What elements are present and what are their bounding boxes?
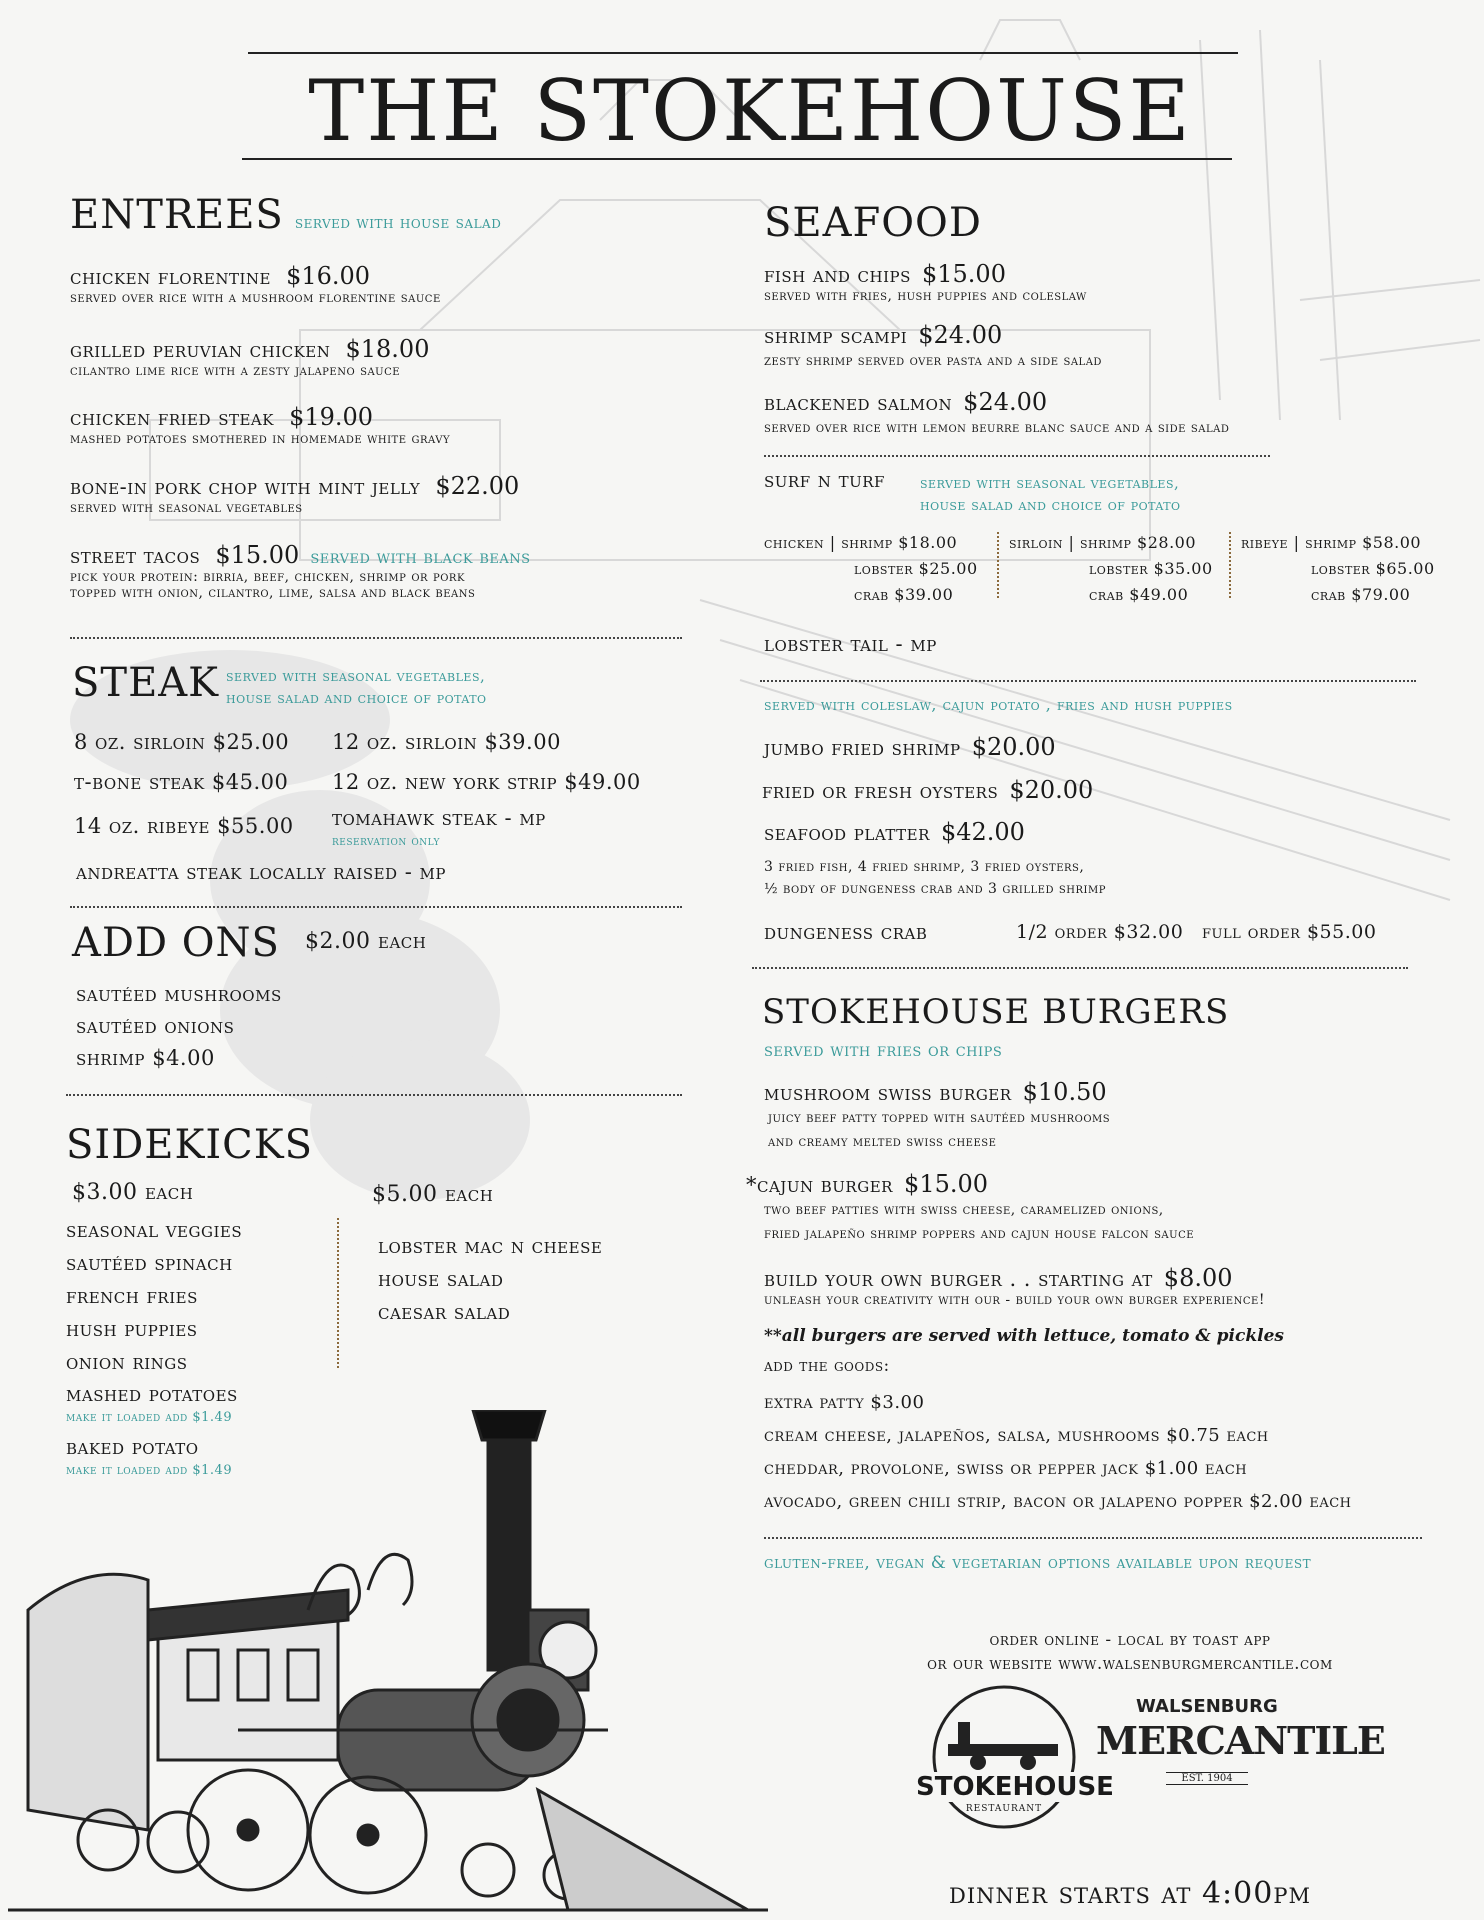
crab-full: full order $55.00 [1202, 921, 1377, 943]
divider [752, 967, 1408, 969]
item-name: chicken florentine [70, 265, 271, 289]
stokehouse-logo-text: STOKEHOUSE [916, 1772, 1114, 1802]
steak-item: 14 oz. ribeye $55.00 [74, 814, 294, 838]
item-price: $20.00 [1009, 776, 1094, 804]
menu-item [764, 818, 1025, 846]
item-price: $24.00 [918, 321, 1003, 349]
gluten-note: gluten-free, vegan & vegetarian options available upon request [764, 1553, 1312, 1573]
dinner-time: dinner starts at 4:00pm [949, 1876, 1311, 1911]
surf-divider [1229, 532, 1231, 598]
item-name: street tacos [70, 544, 201, 568]
surf-n-turf-name: surf n turf [764, 468, 885, 492]
item-desc: juicy beef patty topped with sautéed mushrooms [768, 1110, 1111, 1126]
menu-item [70, 262, 441, 306]
mercantile-logo [1096, 1696, 1385, 1806]
surf-option: chicken | shrimp $18.00 [764, 533, 958, 552]
burgers-heading: STOKEHOUSE BURGERS [762, 992, 1230, 1032]
order-line: order online - local by toast app [989, 1630, 1271, 1650]
platter-desc [764, 856, 1106, 900]
item-price: $15.00 [921, 260, 1006, 288]
surf-option: crab $39.00 [854, 585, 954, 604]
item-price: $22.00 [435, 472, 520, 500]
list-item: avocado, green chili strip, bacon or jalapeno popper $2.00 each [764, 1491, 1352, 1512]
divider [760, 680, 1416, 682]
sidekicks-divider [337, 1218, 339, 1368]
list-item: house salad [378, 1267, 504, 1291]
item-name: mushroom swiss burger [764, 1081, 1012, 1105]
list-item: onion rings [66, 1350, 188, 1374]
item-desc: cilantro lime rice with a zesty jalapeno sauce [70, 363, 401, 379]
burgers-note: served with fries or chips [764, 1040, 1003, 1061]
sidekicks-col1-header: $3.00 each [72, 1180, 194, 1205]
steak-item: 12 oz. new york strip $49.00 [332, 770, 641, 794]
entrees-section [70, 192, 501, 238]
menu-item [764, 321, 1102, 369]
menu-item [762, 776, 1093, 804]
page-title: THE STOKEHOUSE [308, 62, 1192, 160]
addons-section [72, 920, 426, 966]
addons-list [76, 978, 282, 1074]
mercantile-logo-est: EST. 1904 [1166, 1772, 1248, 1785]
item-name: seafood platter [764, 821, 930, 845]
surf-col-sirloin [1009, 530, 1213, 608]
surf-note-line2: house salad and choice of potato [920, 496, 1181, 514]
item-price: $15.00 [904, 1170, 989, 1198]
item-desc: topped with onion, cilantro, lime, salsa and black beans [70, 585, 476, 601]
item-name: *cajun burger [746, 1173, 893, 1197]
steak-item: andreatta steak locally raised - mp [76, 860, 446, 884]
item-name: build your own burger . . starting at [764, 1267, 1153, 1291]
list-item: seasonal veggies [66, 1218, 243, 1242]
item-desc: zesty shrimp served over pasta and a side salad [764, 353, 1102, 369]
sidekicks-heading: SIDEKICKS [66, 1122, 314, 1168]
list-item: extra patty $3.00 [764, 1392, 925, 1413]
lobster-tail: lobster tail - mp [764, 632, 937, 656]
steak-note [226, 665, 487, 709]
steak-item-note: reservation only [332, 834, 440, 849]
goods-list [764, 1386, 1352, 1518]
surf-col-ribeye [1241, 530, 1435, 608]
item-name: blackened salmon [764, 391, 953, 415]
item-desc: and creamy melted swiss cheese [768, 1134, 997, 1150]
list-item: sautéed spinach [66, 1251, 233, 1275]
menu-item [764, 733, 1056, 761]
surf-option: crab $49.00 [1089, 585, 1189, 604]
list-item: sautéed mushrooms [76, 982, 282, 1006]
item-name: jumbo fried shrimp [764, 736, 961, 760]
stokehouse-logo-sub: RESTAURANT [965, 1804, 1043, 1814]
list-item: shrimp $4.00 [76, 1046, 215, 1070]
item-name: bone-in pork chop with mint jelly [70, 475, 421, 499]
seafood-heading: SEAFOOD [764, 200, 982, 246]
item-desc: served with seasonal vegetables [70, 500, 303, 516]
item-desc: served with fries, hush puppies and coleslaw [764, 288, 1087, 304]
item-note: served with black beans [310, 547, 531, 568]
list-item: hush puppies [66, 1317, 198, 1341]
goods-label: add the goods: [764, 1356, 890, 1376]
menu-item [70, 335, 429, 379]
list-item: cream cheese, jalapeños, salsa, mushrooms $0.75 each [764, 1425, 1269, 1446]
item-name: fried or fresh oysters [762, 779, 999, 803]
order-line: or our website www.walsenburgmercantile.com [927, 1654, 1333, 1674]
list-item: caesar salad [378, 1300, 511, 1324]
sidekicks-col2 [378, 1230, 602, 1329]
item-price: $8.00 [1163, 1264, 1233, 1292]
menu-item [70, 541, 531, 601]
surf-option: lobster $65.00 [1311, 559, 1435, 578]
fried-note: served with coleslaw, cajun potato , fries and hush puppies [764, 695, 1233, 714]
side-baked-note: make it loaded add $1.49 [66, 1463, 233, 1478]
item-price: $24.00 [963, 388, 1048, 416]
side-mashed: mashed potatoes [66, 1382, 238, 1406]
surf-note-line1: served with seasonal vegetables, [920, 474, 1180, 492]
menu-item [764, 1264, 1265, 1308]
item-price: $19.00 [289, 403, 374, 431]
steak-item: t-bone steak $45.00 [74, 770, 289, 794]
sidekicks-col2-header: $5.00 each [372, 1182, 494, 1207]
desc-line: 3 fried fish, 4 fried shrimp, 3 fried oysters, [764, 859, 1085, 875]
addons-price: $2.00 each [305, 929, 427, 954]
item-desc: fried jalapeño shrimp poppers and cajun house falcon sauce [764, 1226, 1195, 1242]
order-online [760, 1628, 1484, 1676]
surf-option: ribeye | shrimp $58.00 [1241, 533, 1422, 552]
desc-line: ½ body of dungeness crab and 3 grilled shrimp [764, 881, 1106, 897]
crab-half: 1/2 order $32.00 [1016, 921, 1184, 943]
item-name: fish and chips [764, 263, 911, 287]
menu-item [764, 1078, 1110, 1154]
item-price: $20.00 [971, 733, 1056, 761]
item-desc: pick your protein: birria, beef, chicken, shrimp or pork [70, 569, 465, 585]
entrees-note: served with house salad [294, 213, 502, 233]
entrees-heading: ENTREES [70, 192, 284, 238]
menu-item [746, 1170, 1194, 1246]
surf-col-chicken [764, 530, 978, 608]
title-bottom-rule [242, 158, 1232, 160]
item-desc: two beef patties with swiss cheese, caramelized onions, [764, 1202, 1164, 1218]
item-price: $10.50 [1022, 1078, 1107, 1106]
sidekicks-col1 [66, 1214, 242, 1379]
side-mashed-note: make it loaded add $1.49 [66, 1410, 233, 1425]
divider [70, 637, 682, 639]
stokehouse-logo [916, 1684, 1114, 1830]
surf-option: lobster $35.00 [1089, 559, 1213, 578]
item-name: chicken fried steak [70, 406, 274, 430]
burgers-served-note: **all burgers are served with lettuce, tomato & pickles [764, 1326, 1284, 1346]
list-item: french fries [66, 1284, 198, 1308]
list-item: sautéed onions [76, 1014, 235, 1038]
item-desc: served over rice with a mushroom florentine sauce [70, 290, 441, 306]
item-desc: mashed potatoes smothered in homemade white gravy [70, 431, 451, 447]
side-baked: baked potato [66, 1435, 199, 1459]
item-price: $18.00 [345, 335, 430, 363]
divider [764, 1537, 1422, 1539]
item-desc: served over rice with lemon beurre blanc sauce and a side salad [764, 420, 1230, 436]
locomotive-illustration [8, 1410, 768, 1920]
menu-item [764, 388, 1229, 436]
steak-heading: STEAK [72, 660, 220, 706]
menu-item [70, 472, 519, 516]
surf-n-turf-note [920, 472, 1181, 516]
list-item: lobster mac n cheese [378, 1234, 603, 1258]
surf-divider [997, 532, 999, 598]
title-top-rule [248, 52, 1238, 54]
steak-item: tomahawk steak - mp [332, 806, 546, 830]
mercantile-logo-top: WALSENBURG [1136, 1696, 1278, 1717]
item-name: shrimp scampi [764, 324, 908, 348]
steak-item: 12 oz. sirloin $39.00 [332, 730, 561, 754]
steak-item: 8 oz. sirloin $25.00 [74, 730, 290, 754]
item-price: $15.00 [215, 541, 300, 569]
item-desc: unleash your creativity with our - build your own burger experience! [764, 1292, 1265, 1308]
menu-item [764, 260, 1087, 304]
menu-item [70, 403, 450, 447]
divider [66, 1094, 682, 1096]
steak-note-line1: served with seasonal vegetables, [226, 667, 486, 685]
surf-option: crab $79.00 [1311, 585, 1411, 604]
dungeness-crab: dungeness crab [764, 920, 928, 944]
list-item: cheddar, provolone, swiss or pepper jack $1.00 each [764, 1458, 1248, 1479]
item-price: $16.00 [286, 262, 371, 290]
item-price: $42.00 [940, 818, 1025, 846]
surf-option: sirloin | shrimp $28.00 [1009, 533, 1197, 552]
divider [764, 455, 1270, 457]
mercantile-logo-main: MERCANTILE [1096, 1718, 1385, 1763]
divider [70, 906, 682, 908]
surf-option: lobster $25.00 [854, 559, 978, 578]
addons-heading: ADD ONS [72, 920, 280, 966]
item-name: grilled peruvian chicken [70, 338, 331, 362]
steak-note-line2: house salad and choice of potato [226, 689, 487, 707]
